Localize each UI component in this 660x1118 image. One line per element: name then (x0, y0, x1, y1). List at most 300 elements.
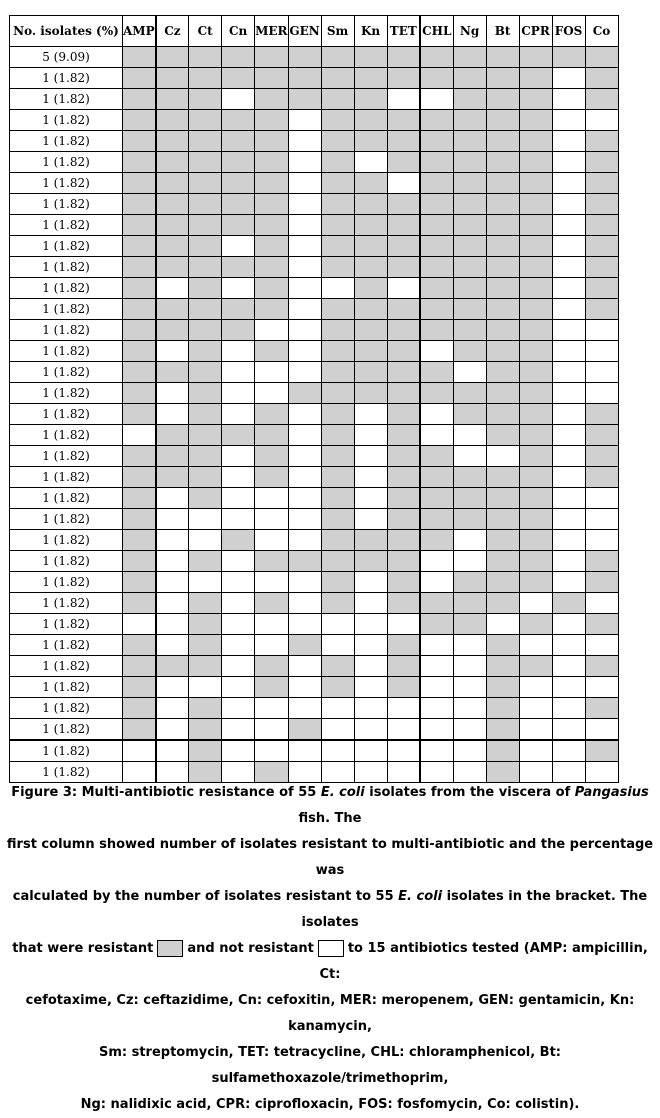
resistance-cell-mer (255, 89, 288, 110)
resistance-cell-ng (453, 299, 486, 320)
resistance-cell-gen (288, 215, 321, 236)
resistance-cell-chl (420, 89, 453, 110)
resistance-cell-mer (255, 635, 288, 656)
resistance-cell-sm (321, 110, 354, 131)
resistance-cell-sm (321, 467, 354, 488)
resistance-cell-ct (189, 656, 222, 677)
resistance-cell-fos (552, 719, 585, 741)
resistance-cell-mer (255, 236, 288, 257)
resistance-cell-cpr (519, 215, 552, 236)
resistance-cell-bt (486, 551, 519, 572)
header-cn: Cn (222, 16, 255, 47)
resistance-cell-kn (354, 383, 387, 404)
resistance-cell-gen (288, 173, 321, 194)
resistance-cell-cn (222, 341, 255, 362)
resistance-cell-cn (222, 89, 255, 110)
table-row (10, 341, 619, 362)
table-row (10, 383, 619, 404)
resistance-cell-mer (255, 593, 288, 614)
resistance-cell-co (585, 530, 618, 551)
resistance-cell-amp (123, 698, 156, 719)
resistance-cell-gen (288, 446, 321, 467)
resistance-cell-cz (156, 131, 189, 152)
resistance-cell-amp (123, 551, 156, 572)
resistance-cell-kn (354, 740, 387, 762)
resistance-cell-gen (288, 89, 321, 110)
resistance-cell-cz (156, 509, 189, 530)
resistance-cell-tet (387, 278, 420, 299)
resistance-cell-bt (486, 236, 519, 257)
resistance-cell-cz (156, 530, 189, 551)
resistance-cell-cn (222, 362, 255, 383)
resistance-cell-sm (321, 215, 354, 236)
caption-line: Sm: streptomycin, TET: tetracycline, CHL: chloramphenicol, Bt: sulfamethoxazole/trimethoprim, (98, 1045, 562, 1086)
resistance-cell-amp (123, 635, 156, 656)
resistance-cell-tet (387, 236, 420, 257)
resistance-cell-ng (453, 593, 486, 614)
resistance-cell-fos (552, 677, 585, 698)
resistance-cell-ct (189, 593, 222, 614)
resistance-cell-mer (255, 467, 288, 488)
resistance-cell-co (585, 89, 618, 110)
resistance-cell-ng (453, 68, 486, 89)
resistance-cell-tet (387, 572, 420, 593)
resistance-cell-fos (552, 488, 585, 509)
resistance-cell-cz (156, 341, 189, 362)
resistance-cell-fos (552, 47, 585, 68)
resistance-cell-ct (189, 488, 222, 509)
resistance-cell-ng (453, 47, 486, 68)
resistance-cell-amp (123, 299, 156, 320)
resistance-cell-ct (189, 551, 222, 572)
resistance-cell-sm (321, 488, 354, 509)
resistance-cell-kn (354, 215, 387, 236)
resistance-cell-co (585, 509, 618, 530)
resistance-cell-cn (222, 404, 255, 425)
isolate-count-cell: 1 (1.82) (10, 446, 123, 467)
resistance-cell-fos (552, 446, 585, 467)
resistance-cell-chl (420, 152, 453, 173)
resistance-cell-sm (321, 341, 354, 362)
table-row (10, 677, 619, 698)
resistance-cell-co (585, 677, 618, 698)
resistance-cell-co (585, 257, 618, 278)
resistance-cell-bt (486, 362, 519, 383)
resistance-cell-cz (156, 635, 189, 656)
resistance-cell-tet (387, 551, 420, 572)
table-row (10, 215, 619, 236)
resistance-cell-cn (222, 278, 255, 299)
resistance-cell-sm (321, 698, 354, 719)
resistance-cell-sm (321, 551, 354, 572)
resistance-cell-ct (189, 362, 222, 383)
resistance-cell-sm (321, 572, 354, 593)
isolate-count-cell: 1 (1.82) (10, 110, 123, 131)
resistance-cell-co (585, 425, 618, 446)
resistance-cell-gen (288, 236, 321, 257)
resistance-cell-bt (486, 530, 519, 551)
resistance-cell-kn (354, 572, 387, 593)
resistance-cell-ng (453, 89, 486, 110)
resistance-cell-amp (123, 488, 156, 509)
resistance-cell-cn (222, 425, 255, 446)
resistance-cell-co (585, 341, 618, 362)
table-row (10, 488, 619, 509)
caption-text: calculated by the number of isolates resistant to 55 (12, 889, 399, 904)
resistance-cell-sm (321, 530, 354, 551)
resistance-cell-co (585, 110, 618, 131)
resistance-cell-chl (420, 299, 453, 320)
resistance-cell-ng (453, 236, 486, 257)
resistance-cell-mer (255, 131, 288, 152)
resistance-cell-sm (321, 173, 354, 194)
resistance-cell-ng (453, 320, 486, 341)
resistance-cell-sm (321, 383, 354, 404)
isolate-count-cell: 1 (1.82) (10, 593, 123, 614)
resistance-cell-amp (123, 194, 156, 215)
resistance-cell-ng (453, 740, 486, 762)
resistance-cell-kn (354, 152, 387, 173)
resistance-cell-sm (321, 362, 354, 383)
resistance-cell-mer (255, 110, 288, 131)
resistance-cell-co (585, 68, 618, 89)
header-cpr: CPR (519, 16, 552, 47)
resistance-cell-ct (189, 572, 222, 593)
resistance-cell-amp (123, 614, 156, 635)
resistance-cell-fos (552, 467, 585, 488)
resistance-cell-mer (255, 572, 288, 593)
resistance-cell-cz (156, 362, 189, 383)
resistance-cell-kn (354, 299, 387, 320)
resistance-cell-cz (156, 299, 189, 320)
table-row (10, 719, 619, 741)
resistance-cell-mer (255, 68, 288, 89)
resistance-cell-cpr (519, 320, 552, 341)
resistance-cell-cz (156, 47, 189, 68)
resistance-cell-ct (189, 509, 222, 530)
resistance-cell-co (585, 719, 618, 741)
resistance-cell-ng (453, 572, 486, 593)
resistance-cell-ng (453, 278, 486, 299)
resistance-cell-chl (420, 425, 453, 446)
table-row (10, 236, 619, 257)
resistance-cell-co (585, 236, 618, 257)
resistance-cell-kn (354, 530, 387, 551)
resistance-cell-ng (453, 131, 486, 152)
caption-text: and not resistant (187, 941, 314, 956)
resistance-cell-cn (222, 383, 255, 404)
resistance-cell-co (585, 740, 618, 762)
resistance-cell-co (585, 551, 618, 572)
resistance-cell-ng (453, 488, 486, 509)
resistance-cell-chl (420, 740, 453, 762)
resistance-cell-cn (222, 530, 255, 551)
resistance-cell-kn (354, 341, 387, 362)
resistance-cell-mer (255, 47, 288, 68)
isolate-count-cell: 1 (1.82) (10, 404, 123, 425)
isolate-count-cell: 1 (1.82) (10, 614, 123, 635)
resistance-cell-fos (552, 215, 585, 236)
resistant-swatch-icon (157, 940, 183, 957)
table-row (10, 446, 619, 467)
resistance-cell-gen (288, 383, 321, 404)
resistance-cell-gen (288, 404, 321, 425)
resistance-cell-amp (123, 656, 156, 677)
resistance-cell-amp (123, 110, 156, 131)
resistance-cell-tet (387, 656, 420, 677)
resistance-cell-ng (453, 656, 486, 677)
resistance-cell-mer (255, 530, 288, 551)
resistance-cell-gen (288, 131, 321, 152)
header-no-isolates: No. isolates (%) (10, 16, 123, 47)
resistance-cell-fos (552, 614, 585, 635)
resistance-cell-amp (123, 47, 156, 68)
resistance-cell-co (585, 362, 618, 383)
isolate-count-cell: 1 (1.82) (10, 740, 123, 762)
resistance-cell-sm (321, 68, 354, 89)
resistance-cell-tet (387, 362, 420, 383)
resistance-cell-amp (123, 677, 156, 698)
resistance-cell-cz (156, 677, 189, 698)
resistance-cell-kn (354, 320, 387, 341)
resistance-cell-cn (222, 194, 255, 215)
resistance-cell-chl (420, 635, 453, 656)
resistance-cell-amp (123, 341, 156, 362)
resistance-cell-sm (321, 299, 354, 320)
resistance-cell-kn (354, 362, 387, 383)
table-row (10, 698, 619, 719)
caption-line: cefotaxime, Cz: ceftazidime, Cn: cefoxitin, MER: meropenem, GEN: gentamicin, Kn: kanamycin, (25, 993, 635, 1034)
isolate-count-cell: 1 (1.82) (10, 68, 123, 89)
isolate-count-cell: 1 (1.82) (10, 194, 123, 215)
resistance-cell-chl (420, 47, 453, 68)
isolate-count-cell: 1 (1.82) (10, 362, 123, 383)
resistance-cell-co (585, 320, 618, 341)
resistance-cell-amp (123, 362, 156, 383)
resistance-cell-ct (189, 467, 222, 488)
resistance-cell-mer (255, 740, 288, 762)
resistance-cell-bt (486, 467, 519, 488)
table-row (10, 89, 619, 110)
resistance-cell-bt (486, 341, 519, 362)
isolate-count-cell: 1 (1.82) (10, 257, 123, 278)
resistance-cell-amp (123, 509, 156, 530)
resistance-cell-kn (354, 236, 387, 257)
resistance-cell-ng (453, 635, 486, 656)
resistance-cell-ng (453, 215, 486, 236)
resistance-cell-cn (222, 551, 255, 572)
resistance-cell-cz (156, 320, 189, 341)
resistance-cell-ct (189, 299, 222, 320)
resistance-cell-co (585, 152, 618, 173)
resistance-cell-gen (288, 488, 321, 509)
resistance-cell-mer (255, 488, 288, 509)
resistance-cell-cpr (519, 530, 552, 551)
resistance-cell-gen (288, 740, 321, 762)
resistance-cell-amp (123, 320, 156, 341)
resistance-cell-tet (387, 68, 420, 89)
resistance-cell-amp (123, 530, 156, 551)
header-co: Co (585, 16, 618, 47)
resistance-cell-co (585, 383, 618, 404)
resistance-cell-ct (189, 425, 222, 446)
resistance-cell-gen (288, 530, 321, 551)
caption-species: E. coli (320, 785, 365, 800)
table-row (10, 299, 619, 320)
resistance-cell-cpr (519, 194, 552, 215)
header-sm: Sm (321, 16, 354, 47)
resistance-cell-bt (486, 68, 519, 89)
resistance-cell-tet (387, 509, 420, 530)
resistance-cell-fos (552, 89, 585, 110)
resistance-cell-tet (387, 530, 420, 551)
resistance-cell-cpr (519, 341, 552, 362)
table-row (10, 68, 619, 89)
resistance-cell-cpr (519, 47, 552, 68)
resistance-cell-sm (321, 320, 354, 341)
resistance-cell-ct (189, 719, 222, 741)
resistance-cell-tet (387, 404, 420, 425)
resistance-cell-amp (123, 446, 156, 467)
resistance-cell-ng (453, 719, 486, 741)
resistance-cell-kn (354, 446, 387, 467)
resistance-cell-bt (486, 215, 519, 236)
resistance-cell-bt (486, 173, 519, 194)
resistance-cell-cpr (519, 677, 552, 698)
header-bt: Bt (486, 16, 519, 47)
resistance-cell-gen (288, 320, 321, 341)
table-row (10, 194, 619, 215)
resistance-cell-chl (420, 488, 453, 509)
resistance-cell-tet (387, 446, 420, 467)
resistance-cell-fos (552, 299, 585, 320)
resistance-cell-bt (486, 698, 519, 719)
resistance-cell-co (585, 404, 618, 425)
resistance-cell-kn (354, 425, 387, 446)
resistance-cell-ng (453, 194, 486, 215)
resistance-cell-chl (420, 509, 453, 530)
resistance-cell-tet (387, 110, 420, 131)
resistance-cell-bt (486, 572, 519, 593)
resistance-cell-tet (387, 614, 420, 635)
resistance-cell-gen (288, 656, 321, 677)
resistance-cell-fos (552, 593, 585, 614)
resistance-cell-cn (222, 152, 255, 173)
resistance-cell-fos (552, 425, 585, 446)
resistance-cell-cz (156, 173, 189, 194)
table-row (10, 278, 619, 299)
isolate-count-cell: 1 (1.82) (10, 677, 123, 698)
resistance-cell-ct (189, 278, 222, 299)
resistance-cell-gen (288, 341, 321, 362)
resistance-cell-sm (321, 425, 354, 446)
resistance-cell-cpr (519, 740, 552, 762)
resistance-cell-mer (255, 320, 288, 341)
resistance-cell-co (585, 173, 618, 194)
resistance-cell-amp (123, 740, 156, 762)
resistance-cell-chl (420, 257, 453, 278)
resistance-cell-gen (288, 110, 321, 131)
resistance-cell-tet (387, 383, 420, 404)
resistance-cell-ct (189, 740, 222, 762)
resistance-cell-cn (222, 719, 255, 741)
resistance-cell-kn (354, 173, 387, 194)
resistance-cell-gen (288, 257, 321, 278)
caption-text: Figure 3: Multi-antibiotic resistance of 55 (11, 785, 321, 800)
table-row (10, 530, 619, 551)
resistance-cell-bt (486, 677, 519, 698)
resistance-cell-sm (321, 236, 354, 257)
resistance-cell-bt (486, 656, 519, 677)
resistance-cell-bt (486, 320, 519, 341)
caption-species: E. coli (398, 889, 443, 904)
resistance-cell-cpr (519, 572, 552, 593)
resistance-cell-cn (222, 68, 255, 89)
resistance-cell-bt (486, 635, 519, 656)
isolate-count-cell: 1 (1.82) (10, 131, 123, 152)
resistance-cell-kn (354, 110, 387, 131)
resistance-cell-bt (486, 383, 519, 404)
resistance-cell-mer (255, 698, 288, 719)
resistance-cell-fos (552, 404, 585, 425)
resistance-cell-cpr (519, 593, 552, 614)
resistance-cell-fos (552, 68, 585, 89)
caption-line (0, 884, 660, 936)
resistance-cell-ct (189, 530, 222, 551)
isolate-count-cell: 5 (9.09) (10, 47, 123, 68)
resistance-cell-gen (288, 299, 321, 320)
resistance-cell-tet (387, 677, 420, 698)
resistance-cell-amp (123, 719, 156, 741)
resistance-cell-amp (123, 68, 156, 89)
resistance-cell-tet (387, 299, 420, 320)
table-row (10, 257, 619, 278)
resistance-cell-amp (123, 467, 156, 488)
resistance-cell-sm (321, 152, 354, 173)
resistance-cell-mer (255, 173, 288, 194)
resistance-cell-sm (321, 89, 354, 110)
resistance-cell-cz (156, 278, 189, 299)
resistance-cell-chl (420, 68, 453, 89)
resistance-cell-mer (255, 677, 288, 698)
caption-line (0, 780, 660, 832)
resistance-cell-kn (354, 257, 387, 278)
resistance-cell-cz (156, 68, 189, 89)
resistance-cell-mer (255, 551, 288, 572)
caption-text: isolates from the viscera of (364, 785, 575, 800)
resistance-cell-kn (354, 656, 387, 677)
resistance-cell-gen (288, 425, 321, 446)
resistance-cell-kn (354, 467, 387, 488)
resistance-cell-cpr (519, 110, 552, 131)
isolate-count-cell: 1 (1.82) (10, 89, 123, 110)
resistance-cell-fos (552, 320, 585, 341)
header-ct: Ct (189, 16, 222, 47)
resistance-cell-cn (222, 257, 255, 278)
resistance-cell-ct (189, 47, 222, 68)
resistance-cell-ng (453, 614, 486, 635)
resistance-cell-amp (123, 215, 156, 236)
resistance-cell-cz (156, 488, 189, 509)
resistance-cell-bt (486, 740, 519, 762)
resistance-cell-kn (354, 635, 387, 656)
resistance-cell-fos (552, 383, 585, 404)
resistance-cell-fos (552, 236, 585, 257)
isolate-count-cell: 1 (1.82) (10, 656, 123, 677)
caption-text: that were resistant (12, 941, 154, 956)
resistance-cell-ct (189, 68, 222, 89)
isolate-count-cell: 1 (1.82) (10, 719, 123, 741)
